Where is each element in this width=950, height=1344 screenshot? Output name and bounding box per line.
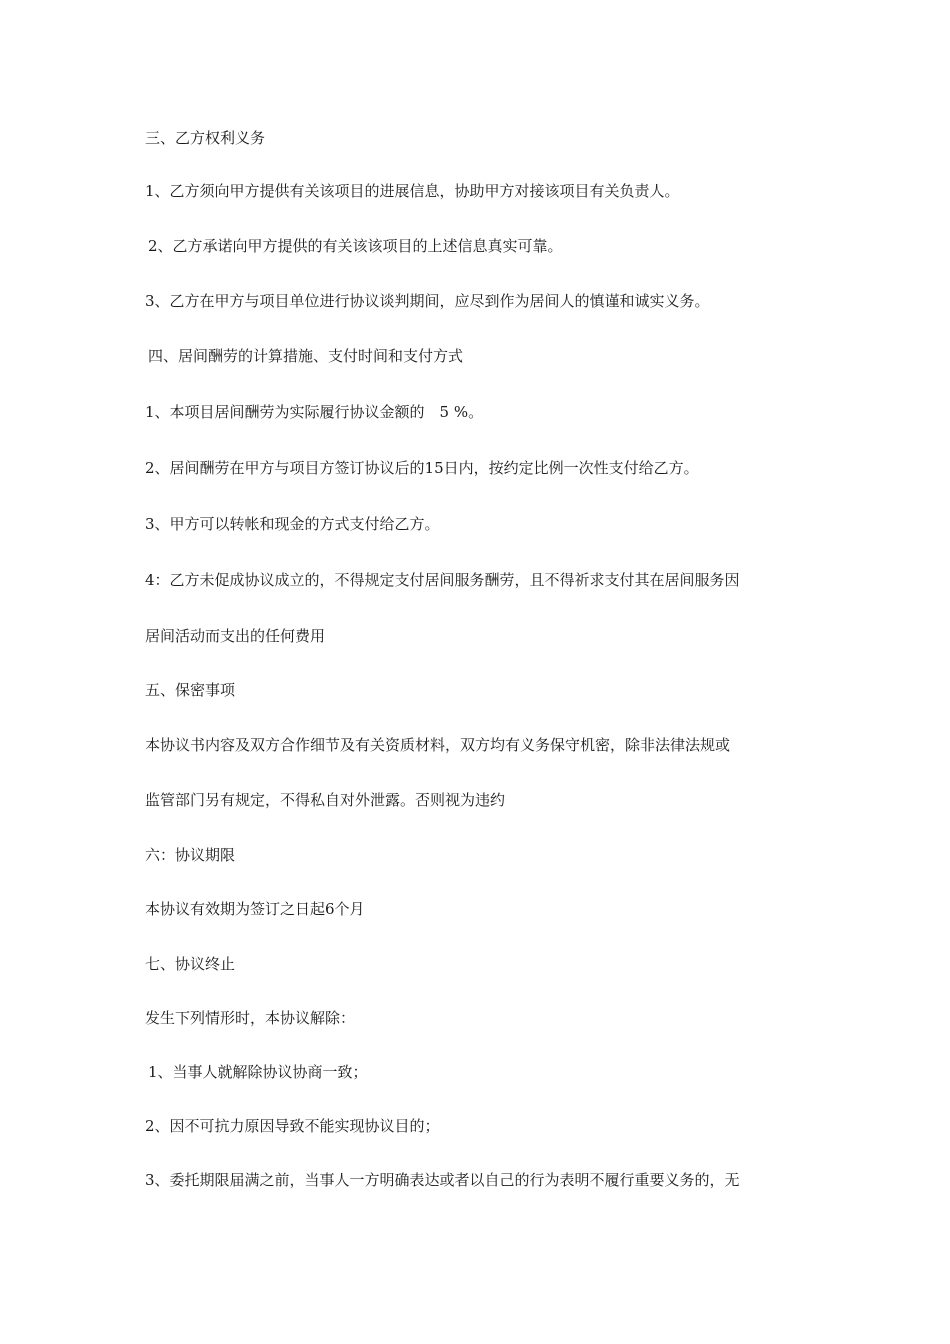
paragraph: 1、本项目居间酬劳为实际履行协议金额的 5 %。 <box>145 403 484 421</box>
paragraph: 3、委托期限届满之前，当事人一方明确表达或者以自己的行为表明不履行重要义务的，无 <box>145 1171 740 1189</box>
paragraph: 本协议有效期为签订之日起6个月 <box>145 900 365 918</box>
section-heading: 三、乙方权利义务 <box>145 129 266 147</box>
paragraph: 2、因不可抗力原因导致不能实现协议目的； <box>145 1117 440 1135</box>
section-heading: 五、保密事项 <box>145 681 236 699</box>
paragraph: 3、甲方可以转帐和现金的方式支付给乙方。 <box>145 515 440 533</box>
paragraph: 4：乙方未促成协议成立的，不得规定支付居间服务酬劳，且不得祈求支付其在居间服务因 <box>145 571 740 589</box>
section-heading: 七、协议终止 <box>145 955 236 973</box>
paragraph: 2、居间酬劳在甲方与项目方签订协议后的15日内，按约定比例一次性支付给乙方。 <box>145 459 699 477</box>
section-heading: 六：协议期限 <box>145 846 236 864</box>
paragraph: 1、当事人就解除协议协商一致； <box>148 1063 368 1081</box>
section-heading: 四、居间酬劳的计算措施、支付时间和支付方式 <box>148 347 464 365</box>
paragraph: 发生下列情形时，本协议解除： <box>145 1009 356 1027</box>
paragraph: 监管部门另有规定，不得私自对外泄露。否则视为违约 <box>145 791 506 809</box>
paragraph: 2、乙方承诺向甲方提供的有关该该项目的上述信息真实可靠。 <box>148 237 563 255</box>
paragraph: 1、乙方须向甲方提供有关该项目的进展信息，协助甲方对接该项目有关负责人。 <box>145 182 680 200</box>
paragraph: 本协议书内容及双方合作细节及有关资质材料，双方均有义务保守机密，除非法律法规或 <box>145 736 731 754</box>
paragraph: 3、乙方在甲方与项目单位进行协议谈判期间，应尽到作为居间人的慎谨和诚实义务。 <box>145 292 710 310</box>
paragraph: 居间活动而支出的任何费用 <box>145 627 326 645</box>
